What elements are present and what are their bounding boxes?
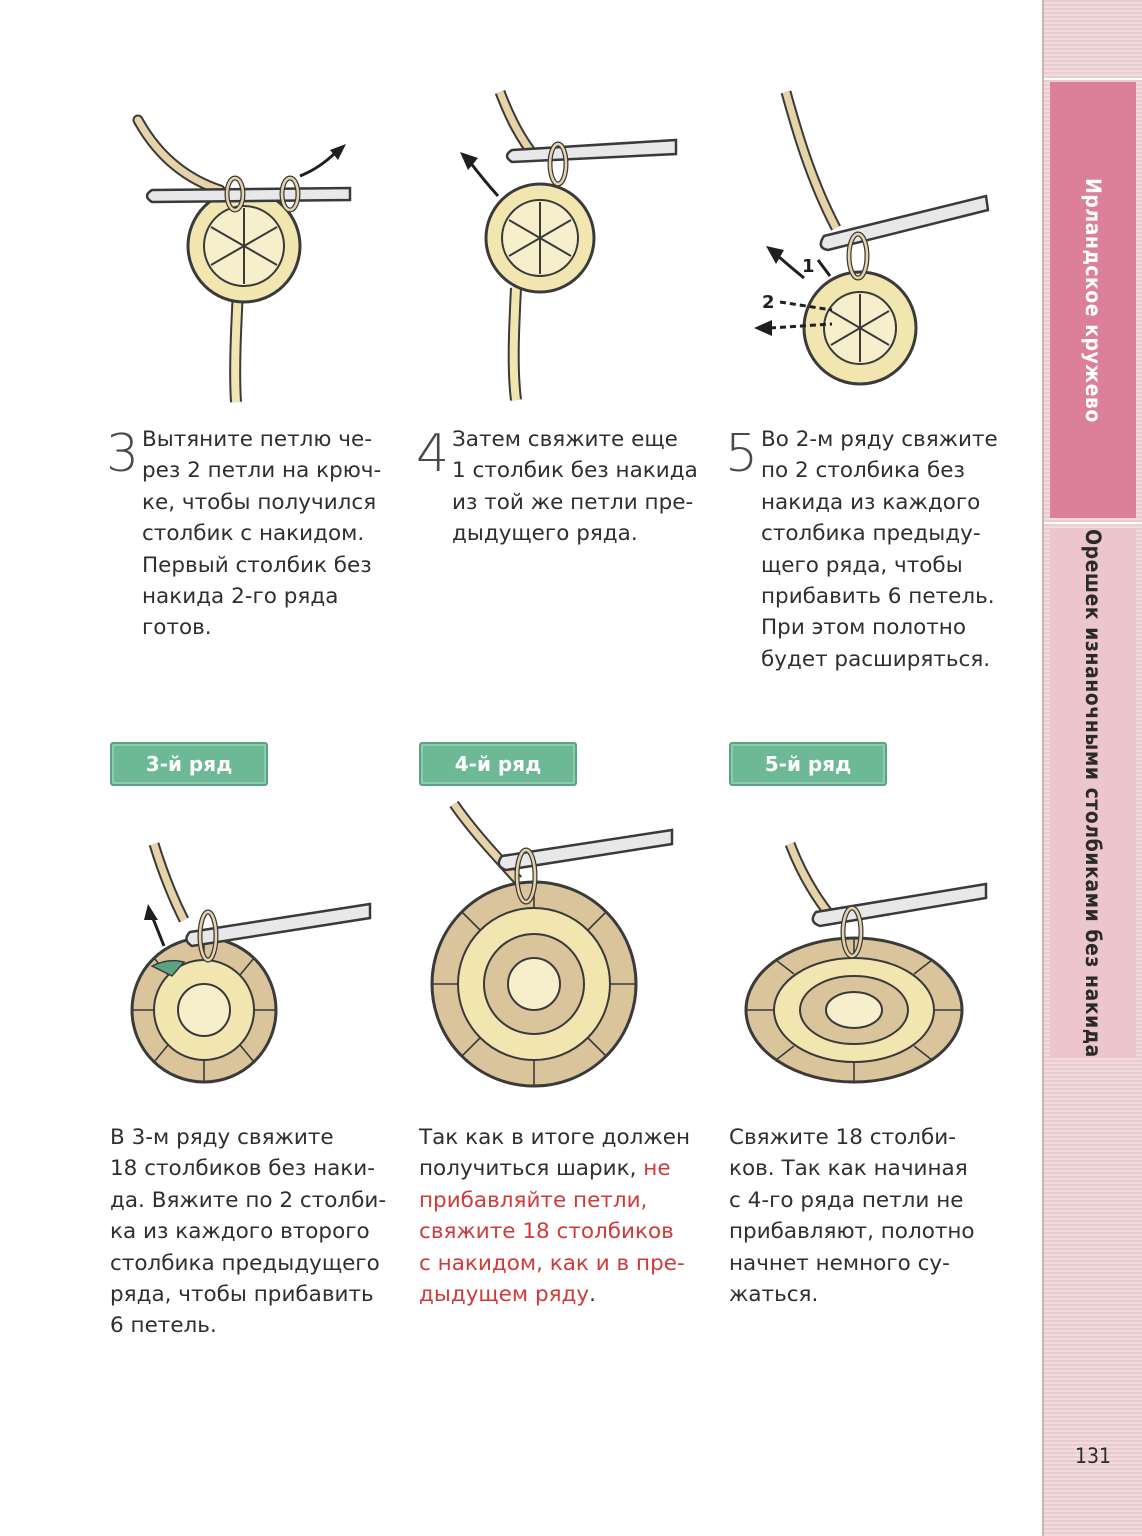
step-3-illustration — [120, 110, 360, 410]
row-4-text-highlight: не прибавляйте петли, свяжите 18 столбиков с накидом, как и в пре- дыдущем ряду — [419, 1156, 685, 1308]
divider — [1044, 78, 1142, 80]
subsection-tab — [1050, 528, 1136, 1058]
step-number: 3 — [106, 424, 140, 484]
row-5-badge: 5-й ряд — [729, 742, 887, 786]
step-text: Во 2-м ряду свяжите по 2 столбика без накида из каждого столбика предыду- щего ряда, чтобы прибавить 6 петель. При этом полотно будет расширяться. — [761, 427, 998, 672]
step-4-illustration — [440, 88, 680, 408]
row-4-badge: 4-й ряд — [419, 742, 577, 786]
row-3-illustration — [124, 840, 374, 1100]
row-4-text — [419, 1122, 719, 1310]
step-text: Затем свяжите еще 1 столбик без накида из той же петли пре- дыдущего ряда. — [452, 427, 698, 547]
row-4-illustration — [426, 800, 676, 1090]
step-text: Вытяните петлю че- рез 2 петли на крюч- ке, чтобы получился столбик с накидом. Первый столбик без накида 2-го ряда готов. — [142, 427, 382, 641]
section-tab — [1050, 82, 1136, 518]
arrow-label-1: 1 — [802, 256, 815, 277]
step-number: 4 — [416, 424, 450, 484]
row-4-text-after: . — [589, 1282, 596, 1308]
divider — [1044, 522, 1142, 524]
step-4 — [416, 424, 706, 568]
arrow-label-2: 2 — [762, 292, 775, 313]
section-title: Ирландское кружево — [1081, 177, 1105, 423]
subsection-title: Орешек изнаночными столбиками без накида — [1081, 528, 1105, 1058]
row-5-illustration — [740, 840, 990, 1090]
step-3 — [106, 424, 396, 658]
page-number: 131 — [1074, 1444, 1112, 1468]
row-3-badge: 3-й ряд — [110, 742, 268, 786]
step-number: 5 — [725, 424, 759, 484]
row-4-text-before: Так как в итоге должен получиться шарик, — [419, 1125, 691, 1182]
step-5-illustration — [740, 88, 990, 398]
row-5-text: Свяжите 18 столби- ков. Так как начиная с 4-го ряда петли не прибавляют, полотно начнет немного су- жаться. — [729, 1125, 975, 1308]
step-5 — [725, 424, 1025, 688]
row-3-text: В 3-м ряду свяжите 18 столбиков без наки- да. Вяжите по 2 столби- ка из каждого второго столбика предыдущего ряда, чтобы прибавить 6 петель. — [110, 1125, 387, 1339]
